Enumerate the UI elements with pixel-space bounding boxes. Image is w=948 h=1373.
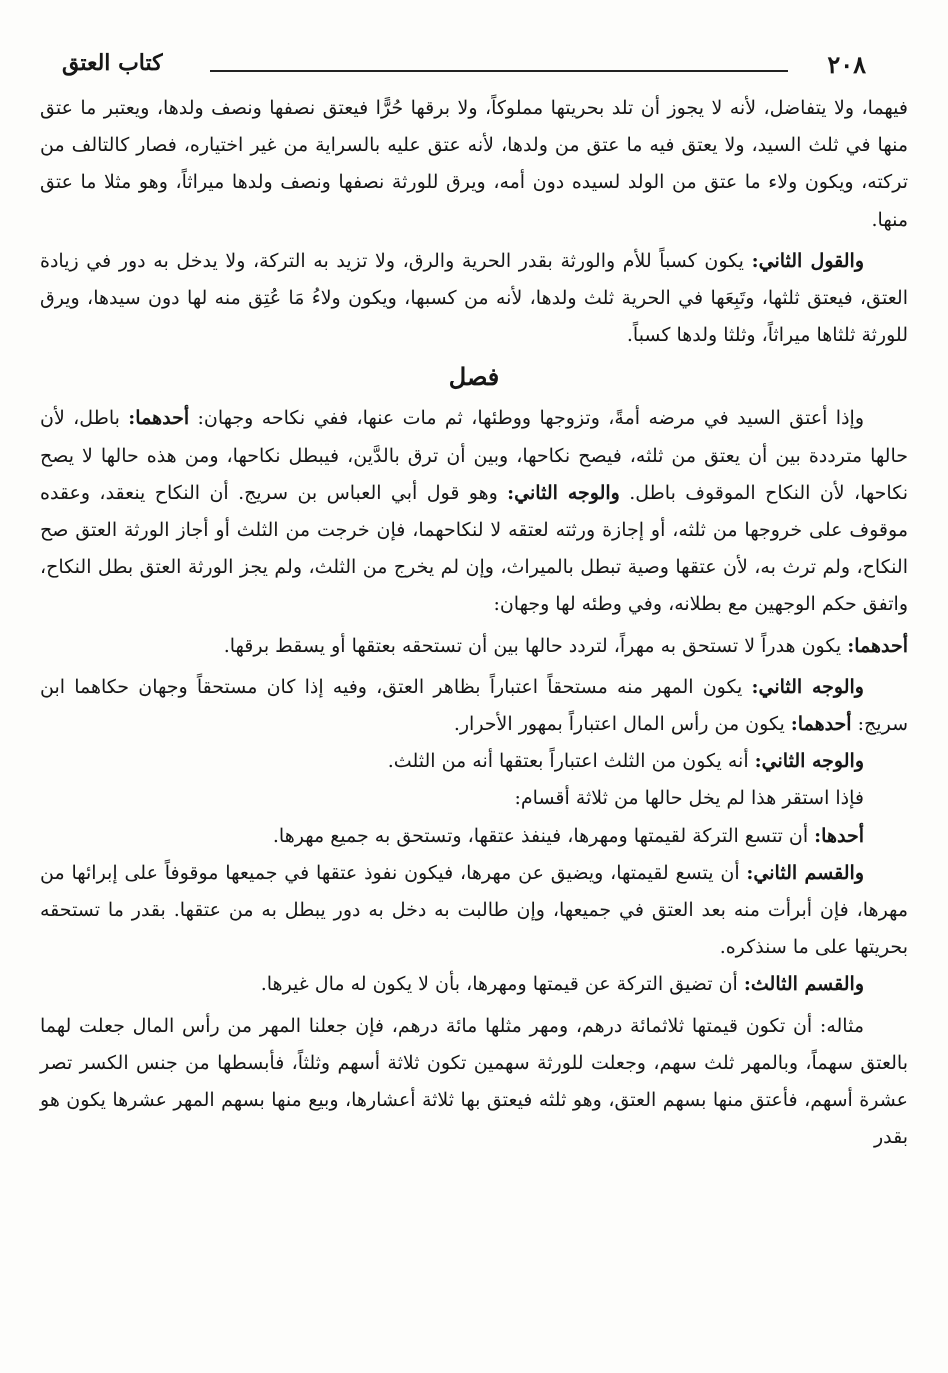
paragraph-lead: أحدها:: [814, 824, 864, 847]
running-title: كتاب العتق: [62, 50, 163, 76]
paragraph-lead: والوجه الثاني:: [751, 675, 864, 698]
paragraph-lead: أحدهما:: [847, 634, 908, 657]
section-heading: فصل: [448, 362, 500, 392]
paragraph: [40, 669, 908, 743]
paragraph-lead: والقسم الثاني:: [746, 861, 864, 884]
paragraph-text: يكون كسباً للأم والورثة بقدر الحرية والرق، ولا تزيد به التركة، ولا يدخل به دور في زيادة العتق، فيعتق ثلثها، وتَبِعَها في الحرية ثلث ولدها، لأنه من كسبها، ويكون ولاءُ مَا عُتِق منه لها دون سيدها، ويرق للورثة ثلثاها ميراثاً، وثلثا ولدها كسباً.: [40, 249, 908, 347]
paragraph: [40, 966, 908, 1003]
paragraph: [40, 628, 908, 665]
page-body: [40, 90, 908, 1156]
paragraph-lead: والوجه الثاني:: [754, 750, 864, 773]
paragraph: [40, 90, 908, 239]
paragraph-lead: أحدهما:: [128, 407, 190, 430]
paragraph: [40, 243, 908, 355]
paragraph-lead: والقسم الثالث:: [743, 973, 864, 996]
paragraph-text: فإذا استقر هذا لم يخل حالها من ثلاثة أقسام:: [514, 787, 864, 810]
paragraph-text: أن يتسع لقيمتها، ويضيق عن مهرها، فيكون نفوذ عتقها في جميعها موقوفاً على إبرائها من مهرها، فإن أبرأت منه بعد العتق في جميعها، وإن طالبت به دخل به دور يبطل به من عتقها. بقدر ما تستحقه بحريتها على ما سنذكره.: [40, 861, 908, 959]
paragraph-text: أنه يكون من الثلث اعتباراً بعتقها أنه من الثلث.: [387, 750, 755, 773]
paragraph-text: وهو قول أبي العباس بن سريج. أن النكاح ينعقد، وعقده موقوف على خروجها من ثلثه، أو إجازة ورثته لعتقه لا لنكاحهما، فإن خرجت من الثلث أو أجاز الورثة العتق صح النكاح، ولم ترث به، لأن عتقها وصية تبطل بالميراث، وإن لم يخرج من الثلث، ولم يجز الورثة العتق بطل النكاح، واتفق حكم الوجهين مع بطلانه، وفي وطئه لها وجهان:: [40, 481, 908, 616]
paragraph: [40, 743, 908, 780]
page-number: ٢٠٨: [827, 50, 866, 79]
paragraph-text: يكون المهر منه مستحقاً اعتباراً بظاهر العتق، وفيه إذا كان مستحقاً وجهان حكاهما ابن سريج:: [40, 675, 908, 736]
paragraph: [40, 855, 908, 967]
paragraph: [40, 780, 908, 817]
paragraph: [40, 400, 908, 623]
page-header: [40, 40, 908, 90]
paragraph-text: باطل، لأن حالها مترددة بين أن يعتق من ثلثه، فيصح نكاحها، وبين أن ترق بالدَّين، فيبطل نكاحها، ومن هذه حالها لا يصح نكاحها، لأن النكاح الموقوف باطل.: [40, 407, 908, 504]
paragraph-lead: والقول الثاني:: [751, 249, 864, 272]
paragraph-text: وإذا أعتق السيد في مرضه أمةً، وتزوجها ووطئها، ثم مات عنها، ففي نكاحه وجهان:: [189, 407, 865, 430]
paragraph-text: يكون هدراً لا تستحق به مهراً، لتردد حالها بين أن تستحقه بعتقها أو يسقط برقها.: [223, 634, 848, 657]
paragraph-text: أن تضيق التركة عن قيمتها ومهرها، بأن لا يكون له مال غيرها.: [260, 973, 744, 996]
paragraph-lead: أحدهما:: [790, 713, 852, 736]
paragraph: [40, 818, 908, 855]
book-page: [40, 40, 908, 1156]
paragraph-lead: والوجه الثاني:: [507, 481, 620, 504]
paragraph-text: فيهما، ولا يتفاضل، لأنه لا يجوز أن تلد بحريتها مملوكاً، ولا برقها حُرًّا فيعتق نصفها ونصف ولدها، ويعتبر ما عتق منها في ثلث السيد، ولا يعتق فيه ما عتق من ولدها، لأنه عتق عليه بالسراية من غير اختياره، فصار كالتالف من تركته، ويكون ولاء ما عتق من الولد لسيده دون أمه، ويرق للورثة نصفها ونصف ولدها ميراثاً، وهو مثلا ما عتق منها.: [40, 97, 908, 231]
paragraph-text: أن تتسع التركة لقيمتها ومهرها، فينفذ عتقها، وتستحق به جميع مهرها.: [272, 824, 815, 847]
paragraph-text: يكون من رأس المال اعتباراً بمهور الأحرار.: [453, 713, 791, 736]
paragraph-text: مثاله: أن تكون قيمتها ثلاثمائة درهم، ومهر مثلها مائة درهم، فإن جعلنا المهر من رأس المال جعلت لهما بالعتق سهماً، وبالمهر ثلث سهم، وجعلت للورثة سهمين تكون ثلاثة أسهم وثلثاً، فأبسطها من جنس الكسر تصر عشرة أسهم، فأعتق منها بسهم العتق، وهو ثلثه فيعتق بها ثلاثة أعشارها، وبيع منها بسهم المهر عشرها يكون هو بقدر: [40, 1014, 908, 1149]
header-rule: [210, 70, 788, 72]
paragraph: [40, 1008, 908, 1157]
